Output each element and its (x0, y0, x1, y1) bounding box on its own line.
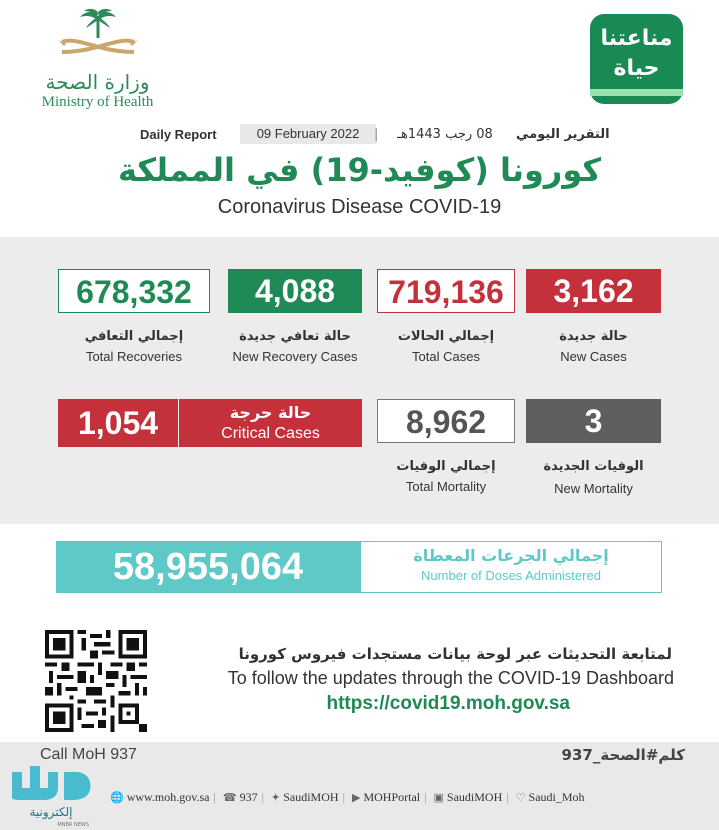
doses-label-box (360, 541, 662, 593)
total-mortality-label-en: Total Mortality (405, 479, 487, 494)
watermark-text-ar: إلكترونية (29, 805, 73, 819)
website-link[interactable]: www.moh.gov.sa (126, 790, 210, 804)
campaign-logo (590, 14, 683, 104)
new-cases-label-ar: حالة جديدة (559, 329, 628, 344)
critical-cases-label-en: Critical Cases (221, 425, 320, 442)
report-label-ar: التقرير اليومي (516, 127, 610, 142)
critical-cases-value: 1,054 (58, 399, 178, 447)
social-links: 🌐 www.moh.gov.sa | ☎ 937 | ✦ SaudiMOH | ▶ MOHPortal | ▣ SaudiMOH | ♡ Saudi_Moh (110, 790, 585, 804)
moh-logo (30, 8, 165, 113)
report-date: 09 February 2022 (240, 124, 376, 144)
new-recovery-label-en: New Recovery Cases (232, 349, 358, 364)
watermark-text-en: MNBR NEWS (57, 822, 89, 828)
instagram-icon: ▣ (433, 792, 444, 804)
total-mortality-label-ar: إجمالي الوفيات (396, 459, 496, 474)
ministry-name-en: Ministry of Health (41, 94, 154, 110)
page-title-en: Coronavirus Disease COVID-19 (217, 196, 502, 218)
report-separator: | (374, 127, 379, 142)
doses-label-ar: إجمالي الجرعات المعطاة (413, 546, 609, 565)
twitter-icon: ✦ (271, 792, 281, 804)
critical-cases-label-box (179, 399, 362, 447)
new-mortality-label-en: New Mortality (554, 481, 633, 496)
total-cases-label-en: Total Cases (412, 349, 480, 364)
call-moh-ar: كلم#الصحة_937 (561, 746, 685, 764)
total-cases-value: 719,136 (377, 269, 515, 313)
critical-cases-label-ar: حالة حرجة (229, 403, 312, 422)
globe-icon: 🌐 (110, 792, 124, 804)
snapchat-icon: ♡ (515, 792, 526, 804)
doses-value: 58,955,064 (56, 541, 360, 593)
youtube-icon: ▶ (351, 792, 361, 804)
total-cases-label-ar: إجمالي الحالات (397, 329, 495, 344)
campaign-line-2: حياة (613, 56, 660, 81)
report-hijri-date: 08 رجب 1443هـ (397, 127, 493, 142)
follow-text-ar: لمتابعة التحديثات عبر لوحة بيانات مستجدات فيروس كورونا (238, 645, 672, 663)
new-mortality-label-ar: الوفيات الجديدة (543, 459, 644, 474)
instagram-link[interactable]: SaudiMOH (446, 790, 503, 804)
phone-icon: ☎ (222, 792, 237, 804)
campaign-strip (590, 89, 683, 96)
phone-link[interactable]: 937 (239, 790, 258, 804)
new-recovery-label-ar: حالة تعافي جديدة (239, 329, 351, 344)
total-recoveries-label-ar: إجمالي التعافي (84, 329, 184, 344)
news-watermark-logo (4, 752, 99, 828)
new-cases-value: 3,162 (526, 269, 661, 313)
ministry-name-ar: وزارة الصحة (45, 70, 150, 94)
qr-code[interactable] (45, 630, 147, 732)
campaign-line-1: مناعتنا (600, 26, 673, 51)
snapchat-link[interactable]: Saudi_Moh (528, 790, 585, 804)
new-cases-label-en: New Cases (560, 349, 627, 364)
total-recoveries-label-en: Total Recoveries (85, 349, 183, 364)
new-recovery-value: 4,088 (228, 269, 362, 313)
palm-swords-emblem-icon (48, 8, 148, 66)
dashboard-link[interactable]: https://covid19.moh.gov.sa (326, 693, 570, 714)
twitter-link[interactable]: SaudiMOH (283, 790, 339, 804)
page-title-ar: كورونا (كوفيد-19) في المملكة (118, 151, 601, 189)
doses-label-en: Number of Doses Administered (421, 568, 601, 583)
total-mortality-value: 8,962 (377, 399, 515, 443)
stats-panel (0, 237, 719, 524)
new-mortality-value: 3 (526, 399, 661, 443)
report-label-en: Daily Report (140, 127, 217, 142)
follow-text-en: To follow the updates through the COVID-19 Dashboard (227, 668, 674, 688)
call-moh-en: Call MoH 937 (40, 746, 137, 763)
total-recoveries-value: 678,332 (58, 269, 210, 313)
report-bar (140, 124, 620, 146)
youtube-link[interactable]: MOHPortal (363, 790, 421, 804)
